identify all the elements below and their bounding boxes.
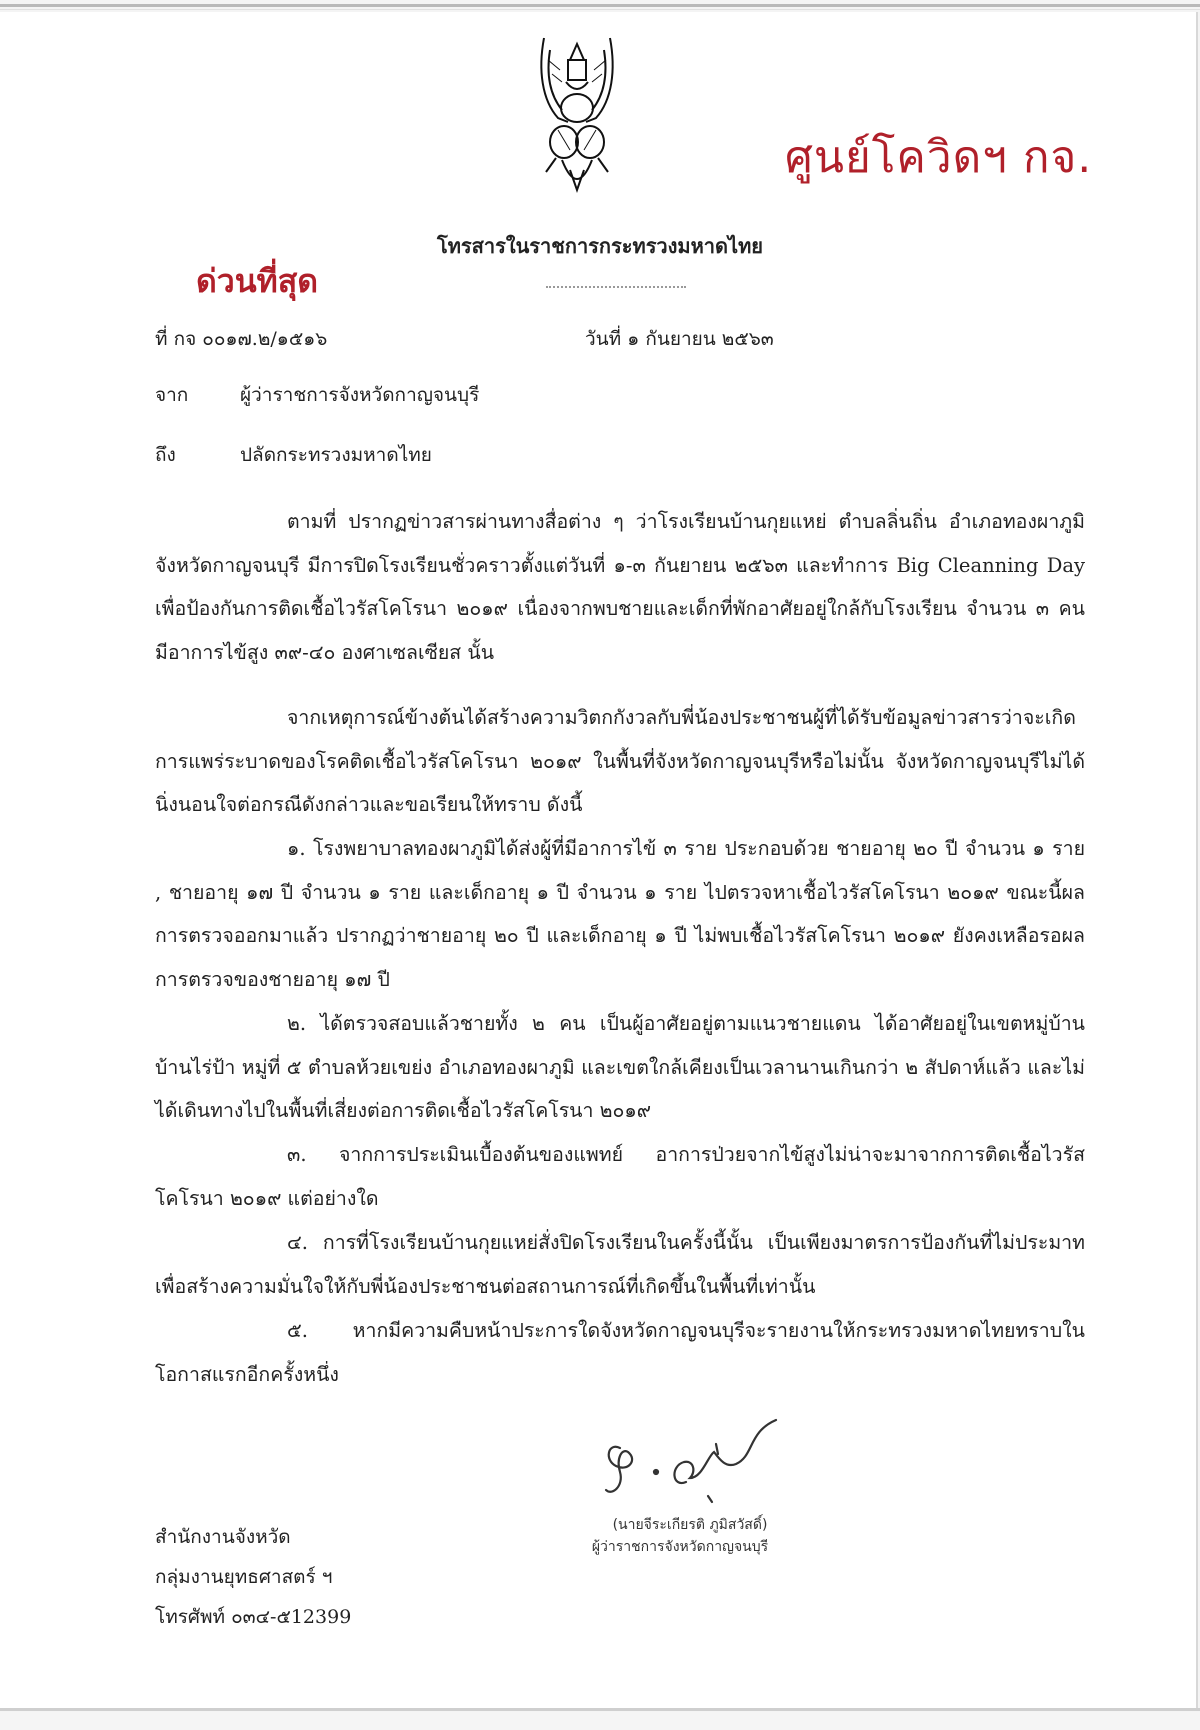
- letterhead-title: โทรสารในราชการกระทรวงมหาดไทย: [437, 234, 763, 258]
- body-item-2: ๒. ได้ตรวจสอบแล้วชายทั้ง ๒ คน เป็นผู้อาศัยอยู่ตามแนวชายแดน ได้อาศัยอยู่ในเขตหมู่บ้านบ้านไร่ป้า หมู่ที่ ๕ ตำบลห้วยเขย่ง อำเภอทองผาภูมิ และเขตใกล้เคียงเป็นเวลานานเกินกว่า ๒ สัปดาห์แล้ว และไม่ได้เดินทางไปในพื้นที่เสี่ยงต่อการติดเชื้อไวรัสโคโรนา ๒๐๑๙: [155, 1012, 1085, 1122]
- body-item-4: ๔. การที่โรงเรียนบ้านกุยแหย่สั่งปิดโรงเรียนในครั้งนี้นั้น เป็นเพียงมาตรการป้องกันที่ไม่ประมาทเพื่อสร้างความมั่นใจให้กับพี่น้องประชาชนต่อสถานการณ์ที่เกิดขึ้นในพื้นที่เท่านั้น: [155, 1231, 1085, 1298]
- from-value: ผู้ว่าราชการจังหวัดกาญจนบุรี: [240, 384, 480, 406]
- signature-scribble-icon: [598, 1412, 798, 1507]
- to-value: ปลัดกระทรวงมหาดไทย: [240, 444, 432, 466]
- ref-label: ที่: [155, 328, 168, 350]
- reference-number: [155, 324, 327, 354]
- body-item-5: ๕. หากมีความคืบหน้าประการใดจังหวัดกาญจนบุรีจะรายงานให้กระทรวงมหาดไทยทราบในโอกาสแรกอีกครั้งหนึ่ง: [155, 1319, 1085, 1386]
- document-page: [0, 12, 1198, 1709]
- signatory-name: (นายจีระเกียรติ ภูมิสวัสดิ์): [612, 1517, 768, 1533]
- ref-value: กจ ๐๐๑๗.๒/๑๕๑๖: [173, 328, 328, 350]
- body-item-1: ๑. โรงพยาบาลทองผาภูมิได้ส่งผู้ที่มีอาการไข้ ๓ ราย ประกอบด้วย ชายอายุ ๒๐ ปี จำนวน ๑ ราย , ชายอายุ ๑๗ ปี จำนวน ๑ ราย และเด็กอายุ ๑ ปี จำนวน ๑ ราย ไปตรวจหาเชื้อไวรัสโคโรนา ๒๐๑๙ ขณะนี้ผลการตรวจออกมาแล้ว ปรากฏว่าชายอายุ ๒๐ ปี และเด็กอายุ ๑ ปี ไม่พบเชื้อไวรัสโคโรนา ๒๐๑๙ ยังคงเหลือรอผลการตรวจของชายอายุ ๑๗ ปี: [155, 837, 1085, 991]
- top-frame-rule: [0, 4, 1200, 7]
- bottom-margin: [0, 1712, 1200, 1730]
- garuda-emblem-icon: [532, 30, 622, 200]
- urgency-stamp: ด่วนที่สุด: [196, 262, 319, 300]
- from-label: จาก: [155, 384, 189, 406]
- date-label: วันที่: [585, 328, 622, 350]
- dotted-line: [546, 286, 686, 288]
- document-date: [585, 324, 774, 354]
- body-item-3: ๓. จากการประเมินเบื้องต้นของแพทย์ อาการป่วยจากไข้สูงไม่น่าจะมาจากการติดเชื้อไวรัสโคโรนา ๒๐๑๙ แต่อย่างใด: [155, 1143, 1085, 1210]
- footer-unit: กลุ่มงานยุทธศาสตร์ ฯ: [155, 1566, 333, 1588]
- footer-office: สำนักงานจังหวัด: [155, 1526, 291, 1548]
- to-label: ถึง: [155, 444, 176, 466]
- date-value: ๑ กันยายน ๒๕๖๓: [627, 328, 774, 350]
- body-paragraph-1: ตามที่ ปรากฏข่าวสารผ่านทางสื่อต่าง ๆ ว่าโรงเรียนบ้านกุยแหย่ ตำบลลิ่นถิ่น อำเภอทองผาภูมิ จังหวัดกาญจนบุรี มีการปิดโรงเรียนชั่วคราวตั้งแต่วันที่ ๑-๓ กันยายน ๒๕๖๓ และทำการ Big Cleanning Day เพื่อป้องกันการติดเชื้อไวรัสโคโรนา ๒๐๑๙ เนื่องจากพบชายและเด็กที่พักอาศัยอยู่ใกล้กับโรงเรียน จำนวน ๓ คน มีอาการไข้สูง ๓๙-๔๐ องศาเซลเซียส นั้น: [155, 510, 1085, 664]
- top-frame-rule-inner: [0, 9, 1200, 10]
- footer-phone: โทรศัพท์ ๐๓๔-๕12399: [155, 1606, 352, 1628]
- bottom-frame-rule: [0, 1708, 1200, 1711]
- signatory-title: ผู้ว่าราชการจังหวัดกาญจนบุรี: [591, 1539, 769, 1555]
- footer-contact: [155, 1517, 351, 1637]
- body-paragraph-2: จากเหตุการณ์ข้างต้นได้สร้างความวิตกกังวลกับพี่น้องประชาชนผู้ที่ได้รับข้อมูลข่าวสารว่าจะเกิดการแพร่ระบาดของโรคติดเชื้อไวรัสโคโรนา ๒๐๑๙ ในพื้นที่จังหวัดกาญจนบุรีหรือไม่นั้น จังหวัดกาญจนบุรีไม่ได้นิ่งนอนใจต่อกรณีดังกล่าวและขอเรียนให้ทราบ ดังนี้: [155, 706, 1085, 816]
- covid-center-stamp: ศูนย์โควิดฯ กจ.: [785, 132, 1093, 183]
